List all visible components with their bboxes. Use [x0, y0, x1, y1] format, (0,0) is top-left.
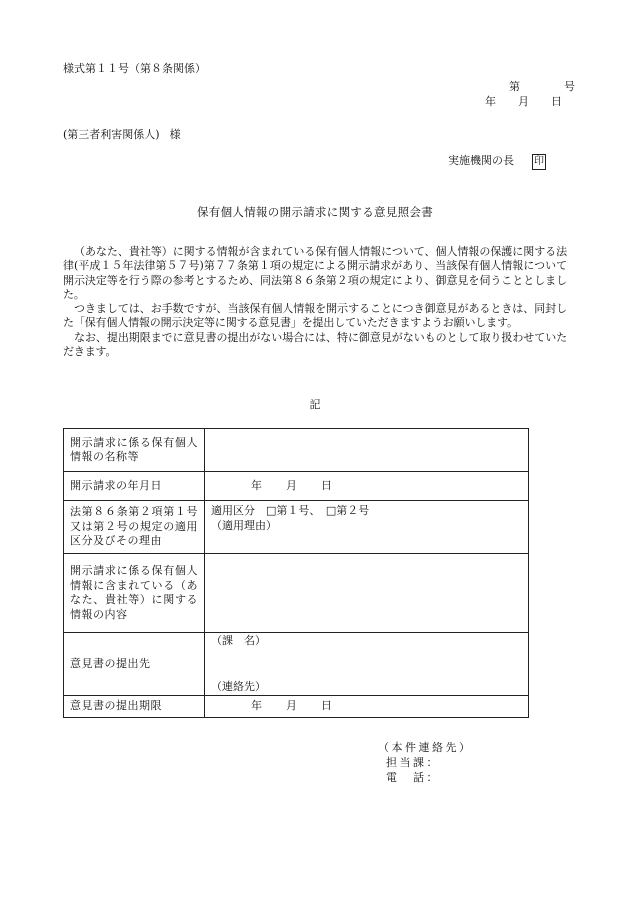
- contact-department: 担当課：: [386, 756, 440, 769]
- value-info-content[interactable]: [205, 554, 529, 633]
- destination-contact: （連絡先）: [211, 679, 266, 693]
- label-info-content: 開示請求に係る保有個人情報に含まれている（あなた、貴社等）に関する情報の内容: [64, 554, 205, 633]
- destination-section: （課 名）: [211, 634, 266, 647]
- deadline-year: 年: [251, 699, 262, 712]
- request-date-day: 日: [321, 478, 332, 492]
- label-applicable-category: 法第８６条第２項第１号又は第２号の規定の適用区分及びその理由: [64, 501, 205, 554]
- table-row: [64, 472, 529, 501]
- number-prefix: 第: [509, 80, 520, 93]
- addressee-honorific: 様: [169, 128, 181, 141]
- body-paragraph-3: なお、提出期限までに意見書の提出がない場合には、特に御意見がないものとして取り扱わせていただきます。: [63, 330, 567, 359]
- sender: [448, 154, 546, 170]
- deadline-day: 日: [321, 699, 332, 712]
- addressee-name: (第三者利害関係人): [63, 128, 160, 141]
- category-checkboxes[interactable]: 適用区分 □第１号、 □第２号: [211, 504, 370, 517]
- date-year: 年: [485, 95, 496, 108]
- addressee: [63, 128, 181, 142]
- date-month: 月: [518, 95, 529, 108]
- body-paragraph-1: （あなた、貴社等）に関する情報が含まれている保有個人情報について、個人情報の保護に関する法律(平成１５年法律第５７号)第７７条第１項の規定による開示請求があり、当該保有個人情報について開示決定等を行う際の参考とするため、同法第８６条第２項の規定により、御意見を伺うこととしました。: [63, 245, 567, 301]
- label-submission-destination: 意見書の提出先: [64, 633, 205, 696]
- sender-title: 実施機関の長: [448, 154, 514, 167]
- document-number: [509, 80, 575, 94]
- value-request-date[interactable]: [205, 472, 529, 501]
- label-request-date: 開示請求の年月日: [64, 472, 205, 501]
- value-submission-destination[interactable]: [205, 633, 529, 696]
- form-number: 様式第１１号（第８条関係）: [63, 62, 206, 75]
- document-title: 保有個人情報の開示請求に関する意見照会書: [197, 205, 433, 219]
- label-info-name: 開示請求に係る保有個人情報の名称等: [64, 429, 205, 472]
- contact-heading: （本件連絡先）: [378, 741, 473, 754]
- table-row: [64, 554, 529, 633]
- value-applicable-category[interactable]: [205, 501, 529, 554]
- date-day: 日: [551, 95, 562, 108]
- body-paragraph-2: つきましては、お手数ですが、当該保有個人情報を開示することにつき御意見があるときは、同封した「保有個人情報の開示決定等に関する意見書」を提出していただきますようお願いします。: [63, 302, 567, 330]
- number-suffix: 号: [564, 80, 575, 93]
- contact-block: [378, 740, 473, 785]
- contact-phone: 電 話：: [386, 771, 440, 784]
- request-date-month: 月: [286, 478, 297, 492]
- seal-mark: 印: [532, 154, 546, 170]
- table-row: [64, 633, 529, 696]
- document-date: [485, 95, 562, 109]
- category-reason: （適用理由）: [211, 518, 277, 532]
- table-row: [64, 429, 529, 472]
- deadline-month: 月: [286, 699, 297, 712]
- request-date-year: 年: [251, 478, 262, 492]
- table-row: [64, 696, 529, 718]
- ki-heading: 記: [309, 398, 321, 411]
- value-submission-deadline[interactable]: [205, 696, 529, 718]
- label-submission-deadline: 意見書の提出期限: [64, 696, 205, 718]
- value-info-name[interactable]: [205, 429, 529, 472]
- body-text: [63, 245, 567, 359]
- info-table: [63, 428, 529, 718]
- table-row: [64, 501, 529, 554]
